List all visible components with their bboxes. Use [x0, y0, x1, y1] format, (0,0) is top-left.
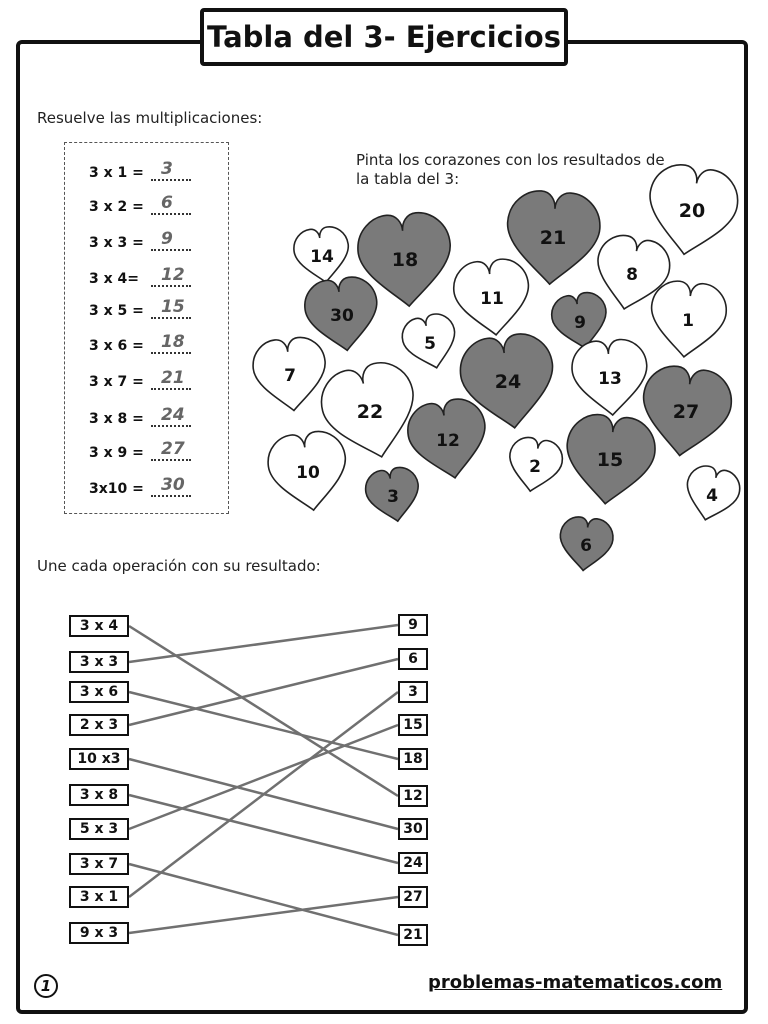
multiplication-label: 3 x 6 =: [89, 338, 144, 354]
connection-line: [129, 864, 398, 935]
heart-number: 20: [678, 200, 706, 222]
heart-number: 14: [310, 247, 334, 267]
operation-box[interactable]: 3 x 4: [69, 615, 129, 637]
multiplication-label: 3 x 5 =: [89, 303, 144, 319]
handwritten-answer: 9: [161, 229, 173, 249]
handwritten-answer: 21: [161, 368, 185, 388]
result-box[interactable]: 12: [398, 785, 428, 807]
operation-box[interactable]: 3 x 7: [69, 853, 129, 875]
handwritten-answer: 12: [161, 265, 185, 285]
operation-box[interactable]: 3 x 8: [69, 784, 129, 806]
heart-number: 21: [539, 227, 567, 249]
connection-line: [129, 692, 398, 897]
operation-box[interactable]: 3 x 1: [69, 886, 129, 908]
multiplication-label: 3 x 8 =: [89, 411, 144, 427]
page-title: Tabla del 3- Ejercicios: [200, 8, 568, 66]
result-box[interactable]: 30: [398, 818, 428, 840]
multiplication-instruction: Resuelve las multiplicaciones:: [37, 109, 263, 127]
result-box[interactable]: 24: [398, 852, 428, 874]
handwritten-answer: 6: [161, 193, 173, 213]
heart-number: 10: [296, 463, 320, 483]
heart-number: 27: [672, 401, 700, 423]
handwritten-answer: 24: [161, 405, 185, 425]
website-link[interactable]: problemas-matematicos.com: [428, 972, 723, 993]
heart-number: 2: [529, 457, 541, 477]
handwritten-answer: 18: [161, 332, 185, 352]
page-number: 1: [34, 974, 58, 998]
operation-box[interactable]: 10 x3: [69, 748, 129, 770]
result-box[interactable]: 6: [398, 648, 428, 670]
heart-number: 12: [436, 431, 460, 451]
heart-number: 30: [330, 306, 354, 326]
multiplication-label: 3 x 4=: [89, 271, 139, 287]
connection-line: [129, 725, 398, 829]
multiplication-label: 3 x 7 =: [89, 374, 144, 390]
heart-number: 18: [391, 249, 419, 271]
operation-box[interactable]: 9 x 3: [69, 922, 129, 944]
heart-number: 3: [387, 487, 399, 507]
heart-number: 6: [580, 536, 592, 556]
result-box[interactable]: 9: [398, 614, 428, 636]
connection-line: [129, 795, 398, 863]
heart-number: 13: [598, 369, 622, 389]
handwritten-answer: 15: [161, 297, 185, 317]
multiplication-label: 3 x 2 =: [89, 199, 144, 215]
handwritten-answer: 30: [161, 475, 185, 495]
heart-number: 11: [480, 289, 504, 309]
hearts-instruction-line2: la tabla del 3:: [356, 170, 460, 188]
multiplication-label: 3 x 1 =: [89, 165, 144, 181]
heart-number: 1: [682, 311, 694, 331]
multiplication-label: 3 x 9 =: [89, 445, 144, 461]
result-box[interactable]: 18: [398, 748, 428, 770]
hearts-instruction-line1: Pinta los corazones con los resultados de: [356, 151, 665, 169]
handwritten-answer: 3: [161, 159, 173, 179]
heart-number: 9: [574, 313, 586, 333]
result-box[interactable]: 3: [398, 681, 428, 703]
result-box[interactable]: 27: [398, 886, 428, 908]
connection-line: [129, 659, 398, 725]
multiplication-label: 3x10 =: [89, 481, 144, 497]
heart-number: 4: [706, 486, 718, 506]
result-box[interactable]: 21: [398, 924, 428, 946]
connection-line: [129, 692, 398, 759]
heart-number: 22: [356, 401, 384, 423]
heart-number: 7: [284, 366, 296, 386]
matching-instruction: Une cada operación con su resultado:: [37, 557, 321, 575]
heart-number: 8: [626, 265, 638, 285]
operation-box[interactable]: 5 x 3: [69, 818, 129, 840]
heart-number: 15: [596, 449, 624, 471]
connection-line: [129, 897, 398, 933]
result-box[interactable]: 15: [398, 714, 428, 736]
operation-box[interactable]: 3 x 3: [69, 651, 129, 673]
heart-number: 5: [424, 334, 436, 354]
multiplication-label: 3 x 3 =: [89, 235, 144, 251]
operation-box[interactable]: 3 x 6: [69, 681, 129, 703]
handwritten-answer: 27: [161, 439, 185, 459]
connection-line: [129, 625, 398, 662]
operation-box[interactable]: 2 x 3: [69, 714, 129, 736]
heart-number: 24: [494, 371, 522, 393]
